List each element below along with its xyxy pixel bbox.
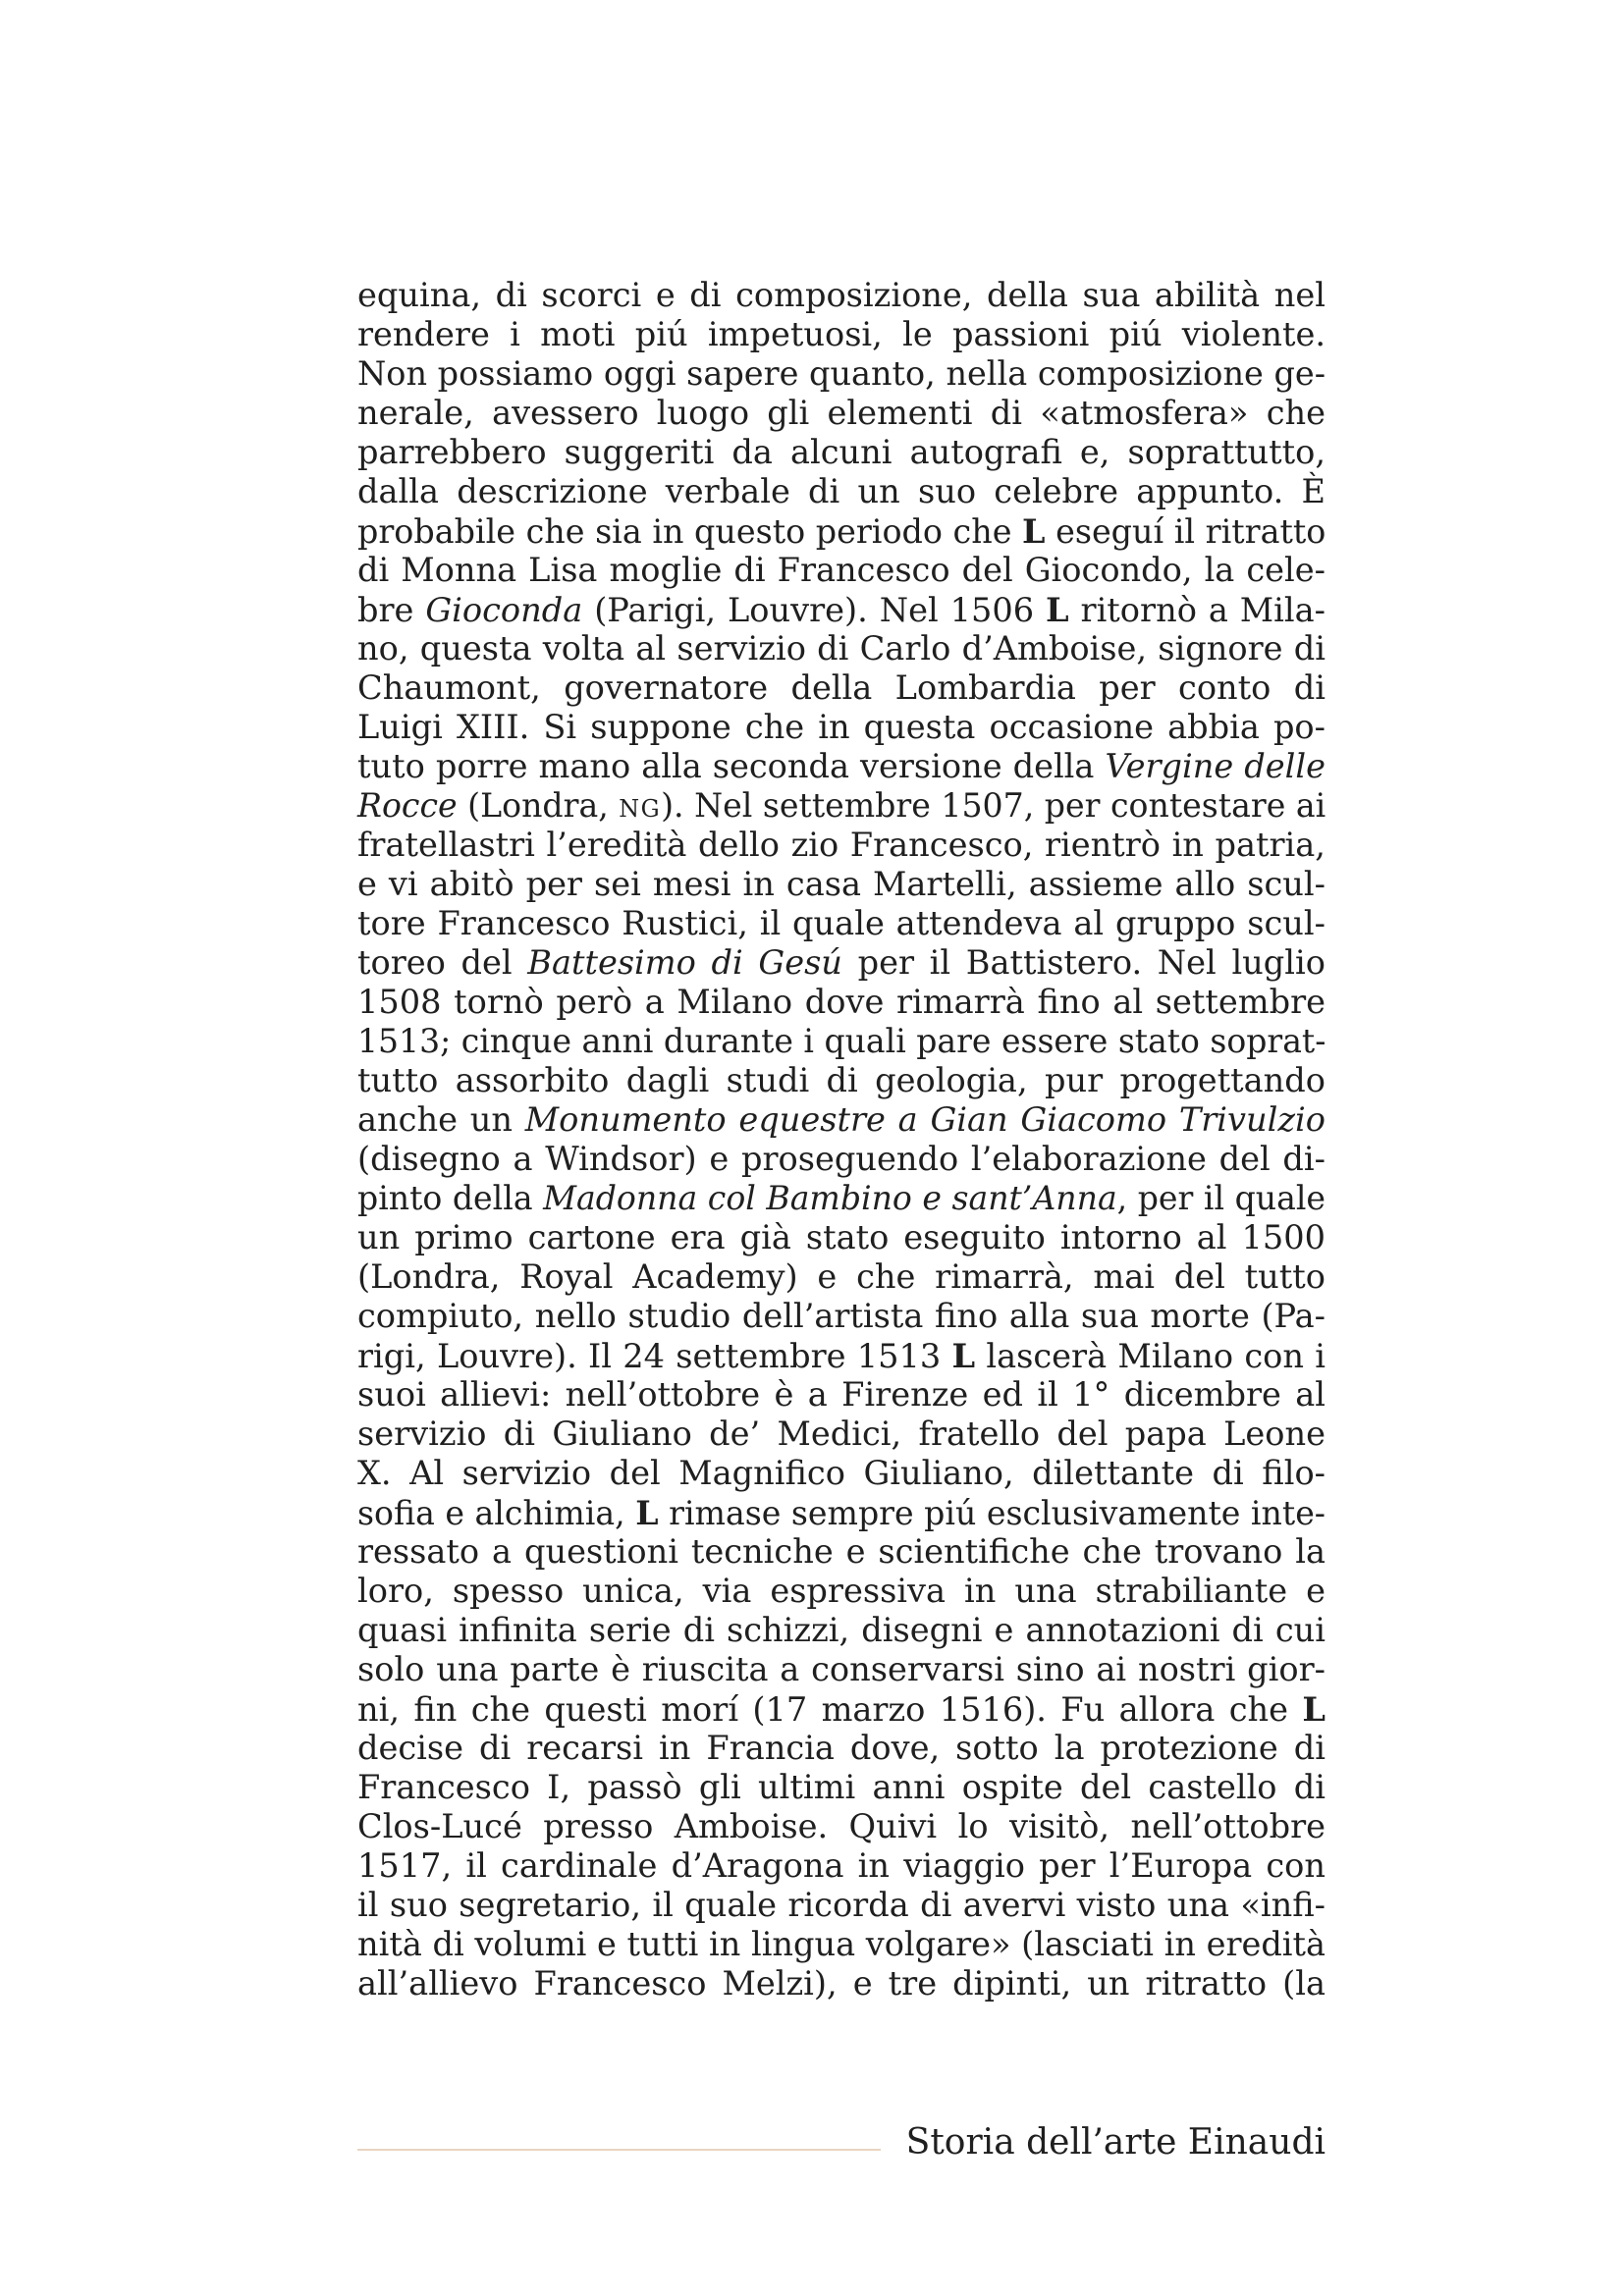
text-segment: , per il quale: [1116, 1179, 1326, 1217]
text-line: [357, 1650, 1325, 1689]
text-segment: tore Francesco Rustici, il quale attendeva al gruppo scul-: [357, 904, 1325, 942]
text-segment: rendere i moti piú impetuosi, le passioni piú violente.: [357, 315, 1325, 353]
text-segment: X. Al servizio del Magnifico Giuliano, dilettante di filo-: [357, 1454, 1325, 1492]
text-line: [357, 708, 1325, 747]
text-line: [357, 1846, 1325, 1886]
italic-title: Battesimo di Gesú: [527, 943, 842, 982]
text-segment: tuto porre mano alla seconda versione della: [357, 747, 1106, 785]
text-line: [357, 1964, 1325, 2003]
author-initial: L: [1302, 1689, 1325, 1729]
text-segment: rimase sempre piú esclusivamente inte-: [658, 1494, 1326, 1532]
text-line: [357, 865, 1325, 904]
text-segment: servizio di Giuliano de’ Medici, fratello del papa Leone: [357, 1415, 1325, 1453]
text-segment: Francesco I, passò gli ultimi anni ospite del castello di: [357, 1768, 1325, 1806]
text-segment: Clos-Lucé presso Amboise. Quivi lo visitò, nell’ottobre: [357, 1807, 1325, 1845]
text-segment: quasi infinita serie di schizzi, disegni e annotazioni di cui: [357, 1611, 1325, 1649]
text-line: [357, 1061, 1325, 1100]
author-initial: L: [1045, 590, 1069, 629]
footer-rule: [357, 2149, 881, 2151]
italic-title: Rocce: [357, 786, 458, 825]
text-segment: (Londra, Royal Academy) e che rimarrà, mai del tutto: [357, 1257, 1325, 1296]
text-line: [357, 747, 1325, 786]
text-segment: tutto assorbito dagli studi di geologia, pur progettando: [357, 1061, 1325, 1099]
text-segment: di Monna Lisa moglie di Francesco del Giocondo, la cele-: [357, 551, 1325, 589]
text-line: [357, 1415, 1325, 1454]
text-line: [357, 472, 1325, 511]
text-segment: all’allievo Francesco Melzi), e tre dipinti, un ritratto (la: [357, 1964, 1325, 2002]
author-initial: L: [1022, 511, 1046, 551]
text-line: [357, 1611, 1325, 1650]
text-line: [357, 1768, 1325, 1807]
text-segment: probabile che sia in questo periodo che: [357, 512, 1023, 551]
text-line: [357, 1689, 1325, 1729]
text-segment: Luigi XIII. Si suppone che in questa occasione abbia po-: [357, 708, 1325, 746]
italic-title: Monumento equestre a Gian Giacomo Trivulzio: [524, 1100, 1326, 1139]
text-segment: per il Battistero. Nel luglio: [841, 943, 1325, 982]
text-segment: 1517, il cardinale d’Aragona in viaggio per l’Europa con: [357, 1846, 1325, 1885]
body-text: [357, 276, 1325, 2003]
text-segment: Chaumont, governatore della Lombardia per conto di: [357, 668, 1325, 707]
text-line: [357, 276, 1325, 315]
text-segment: loro, spesso unica, via espressiva in una strabiliante e: [357, 1572, 1325, 1610]
text-line: [357, 1218, 1325, 1257]
italic-title: Gioconda: [425, 591, 583, 629]
text-segment: no, questa volta al servizio di Carlo d’Amboise, signore di: [357, 629, 1325, 667]
italic-title: Vergine delle: [1105, 747, 1325, 785]
italic-title: Madonna col Bambino e sant’Anna: [543, 1179, 1117, 1217]
text-line: [357, 1100, 1325, 1140]
text-line: [357, 1297, 1325, 1336]
text-line: [357, 1375, 1325, 1415]
text-line: [357, 983, 1325, 1022]
text-segment: il suo segretario, il quale ricorda di avervi visto una «infi-: [357, 1886, 1325, 1924]
text-line: [357, 1336, 1325, 1375]
text-line: [357, 354, 1325, 394]
text-segment: equina, di scorci e di composizione, della sua abilità nel: [357, 276, 1325, 314]
text-line: [357, 1179, 1325, 1218]
text-line: [357, 826, 1325, 865]
text-line: [357, 1493, 1325, 1532]
text-segment: anche un: [357, 1100, 525, 1139]
text-segment: suoi allievi: nell’ottobre è a Firenze ed il 1° dicembre al: [357, 1375, 1325, 1414]
text-segment: (Londra,: [457, 786, 620, 825]
text-line: [357, 943, 1325, 983]
text-line: [357, 1532, 1325, 1572]
text-line: [357, 1257, 1325, 1297]
text-line: [357, 1022, 1325, 1061]
footer-title: Storia dell’arte Einaudi: [905, 2122, 1325, 2163]
text-line: [357, 1572, 1325, 1611]
author-initial: L: [635, 1493, 659, 1532]
text-line: [357, 394, 1325, 433]
text-segment: e vi abitò per sei mesi in casa Martelli, assieme allo scul-: [357, 865, 1325, 903]
text-segment: bre: [357, 591, 426, 629]
text-segment: 1508 tornò però a Milano dove rimarrà fino al settembre: [357, 983, 1325, 1021]
text-segment: sofia e alchimia,: [357, 1494, 636, 1532]
text-line: [357, 1729, 1325, 1768]
text-line: [357, 786, 1325, 826]
text-segment: 1513; cinque anni durante i quali pare essere stato soprat-: [357, 1022, 1326, 1060]
text-line: [357, 511, 1325, 551]
author-initial: L: [951, 1336, 976, 1375]
text-line: [357, 1454, 1325, 1493]
text-segment: ). Nel settembre 1507, per contestare ai: [661, 786, 1326, 825]
abbreviation: NG: [619, 795, 662, 823]
text-line: [357, 433, 1325, 472]
text-segment: compiuto, nello studio dell’artista fino alla sua morte (Pa-: [357, 1297, 1325, 1335]
text-line: [357, 590, 1325, 629]
text-segment: ritornò a Mila-: [1068, 591, 1325, 629]
text-segment: rigi, Louvre). Il 24 settembre 1513: [357, 1337, 952, 1375]
text-segment: fratellastri l’eredità dello zio Francesco, rientrò in patria,: [357, 826, 1325, 864]
text-segment: ressato a questioni tecniche e scientifiche che trovano la: [357, 1532, 1325, 1571]
text-segment: pinto della: [357, 1179, 544, 1217]
text-line: [357, 1807, 1325, 1846]
text-line: [357, 904, 1325, 943]
text-segment: ni, fin che questi morí (17 marzo 1516). Fu allora che: [357, 1690, 1303, 1729]
text-segment: lascerà Milano con i: [975, 1337, 1325, 1375]
text-segment: (disegno a Windsor) e proseguendo l’elaborazione del di-: [357, 1140, 1325, 1178]
text-line: [357, 1886, 1325, 1925]
text-line: [357, 1925, 1325, 1964]
text-segment: solo una parte è riuscita a conservarsi sino ai nostri gior-: [357, 1650, 1325, 1688]
text-line: [357, 629, 1325, 668]
text-segment: (Parigi, Louvre). Nel 1506: [582, 591, 1046, 629]
text-segment: nità di volumi e tutti in lingua volgare» (lasciati in eredità: [357, 1925, 1326, 1963]
text-segment: decise di recarsi in Francia dove, sotto la protezione di: [357, 1729, 1325, 1767]
text-segment: nerale, avessero luogo gli elementi di «atmosfera» che: [357, 394, 1325, 432]
text-segment: dalla descrizione verbale di un suo celebre appunto. È: [357, 472, 1325, 510]
text-segment: toreo del: [357, 943, 528, 982]
text-segment: eseguí il ritratto: [1045, 512, 1326, 551]
text-segment: Non possiamo oggi sapere quanto, nella composizione ge-: [357, 354, 1326, 393]
text-line: [357, 668, 1325, 708]
text-segment: un primo cartone era già stato eseguito intorno al 1500: [357, 1218, 1325, 1256]
text-segment: parrebbero suggeriti da alcuni autografi e, soprattutto,: [357, 433, 1325, 471]
text-line: [357, 1140, 1325, 1179]
text-line: [357, 551, 1325, 590]
text-line: [357, 315, 1325, 354]
